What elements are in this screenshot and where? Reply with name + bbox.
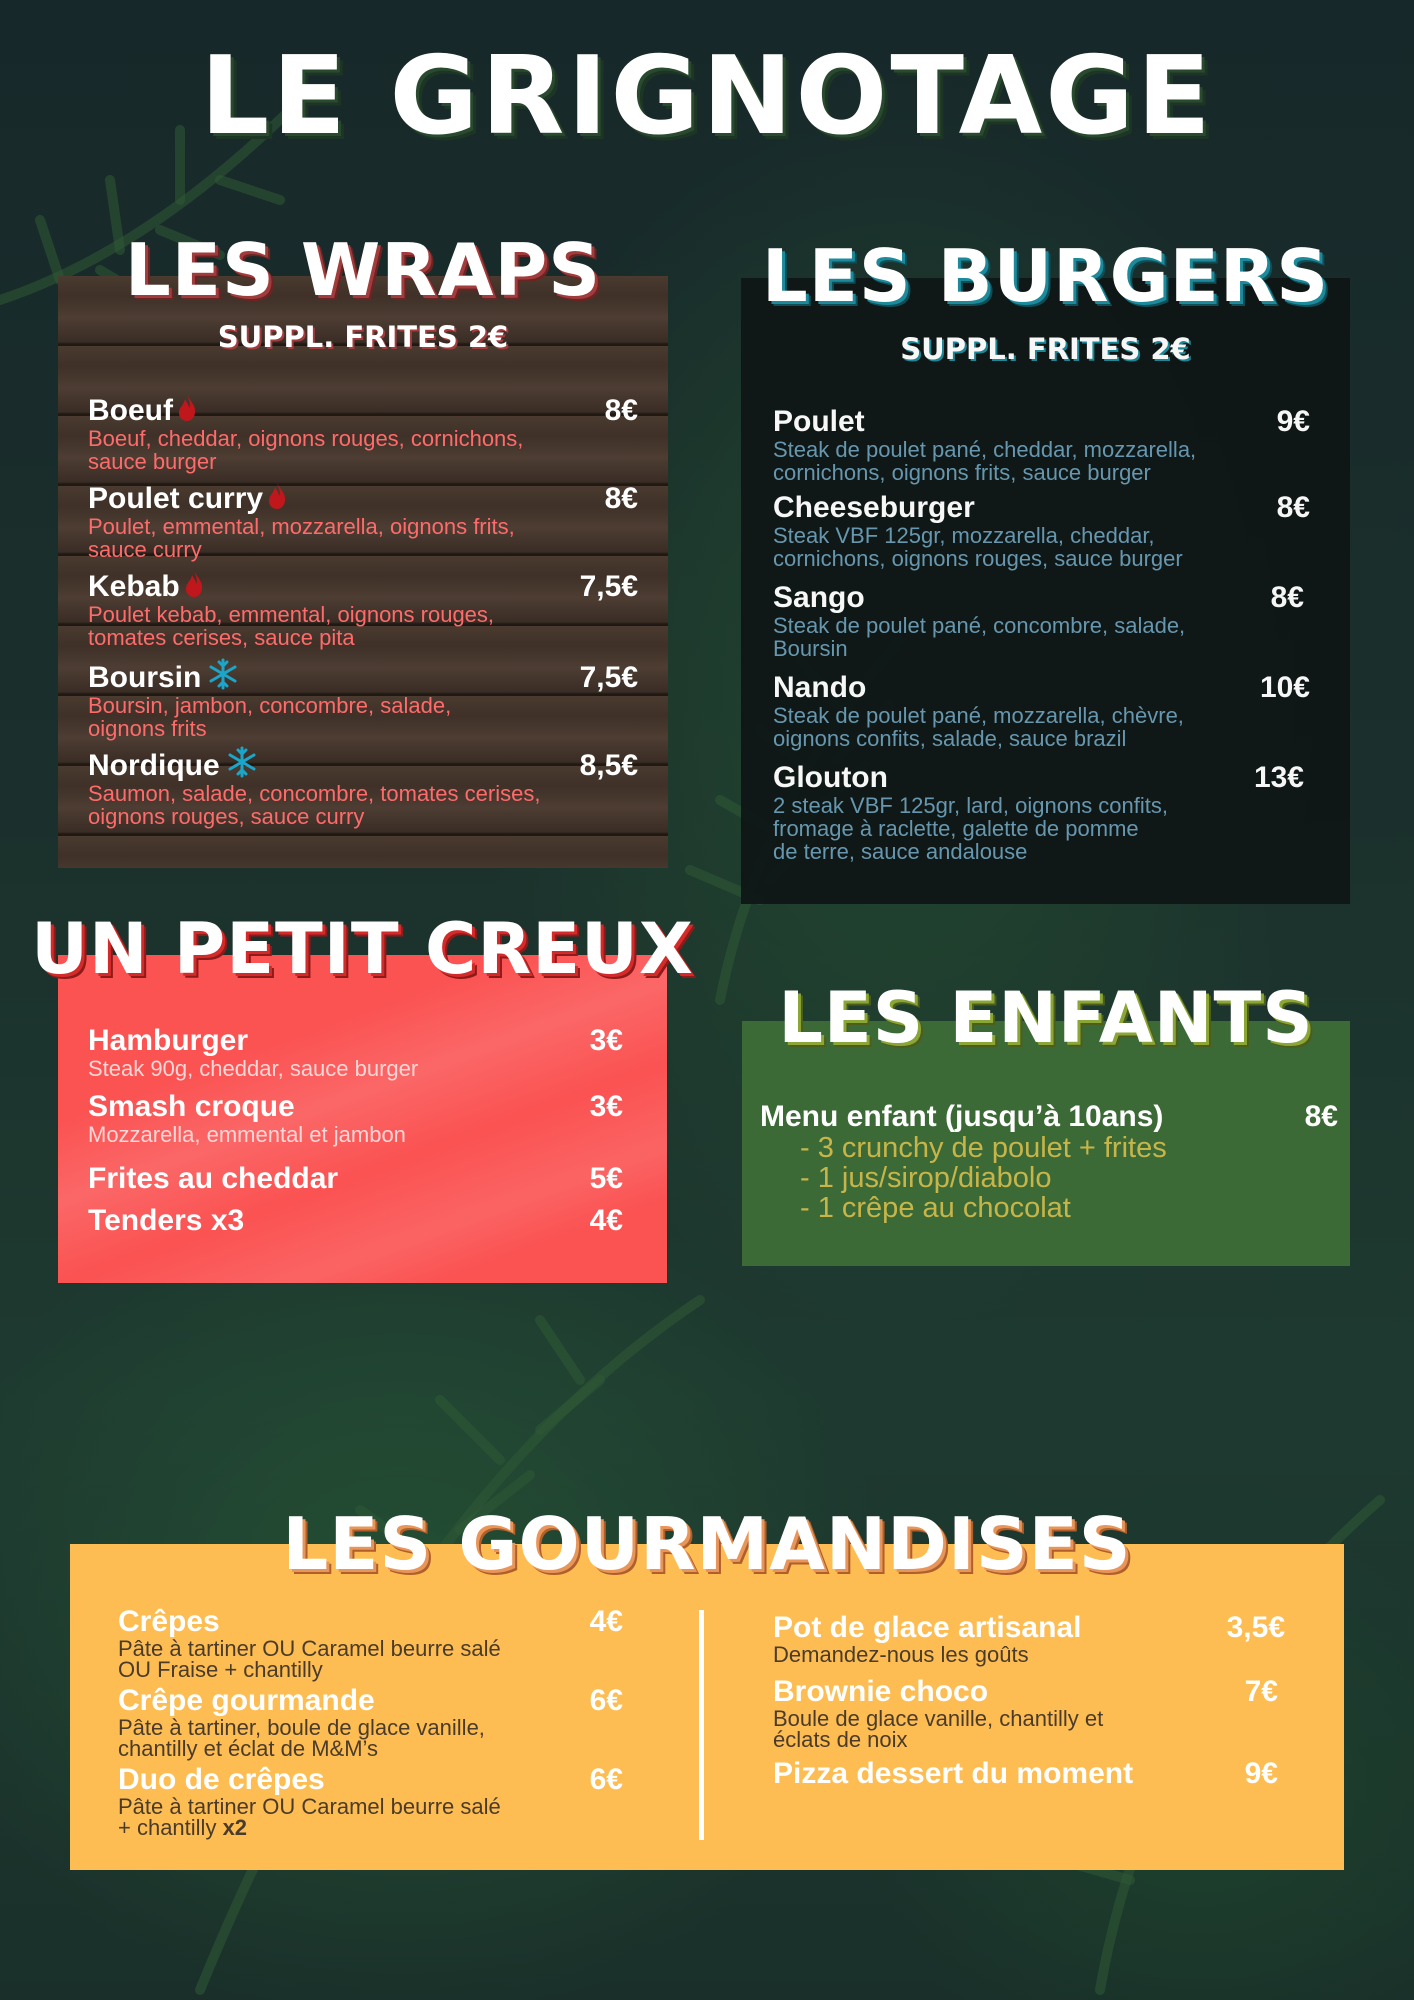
dessert-item-crepes: [118, 1606, 623, 1680]
enfants-menu-line: - 3 crunchy de poulet + frites: [800, 1132, 1167, 1164]
item-name: Duo de crêpes: [118, 1763, 325, 1796]
item-description-line: Poulet, emmental, mozzarella, oignons frits,: [88, 514, 515, 539]
gourmandises-divider: [699, 1610, 704, 1840]
petit-creux-panel: [58, 955, 667, 1283]
wraps-subtitle: SUPPL. FRITES 2€: [217, 320, 509, 354]
item-description-line: de terre, sauce andalouse: [773, 839, 1028, 864]
item-description-line: oignons rouges, sauce curry: [88, 804, 365, 829]
item-description-line: Boursin: [773, 636, 848, 661]
item-price: 3€: [589, 1090, 623, 1123]
item-price: 7,5€: [579, 661, 638, 694]
flame-icon: [184, 570, 204, 602]
burger-item-glouton: [773, 762, 1304, 863]
wrap-item-nordique: [88, 746, 638, 828]
item-description-line: OU Fraise + chantilly: [118, 1657, 323, 1682]
item-description-line: Poulet kebab, emmental, oignons rouges,: [88, 602, 495, 627]
item-price: 3,5€: [1226, 1611, 1285, 1644]
item-description-line: oignons frits: [88, 716, 207, 741]
item-price: 6€: [589, 1763, 623, 1796]
item-description-line: Saumon, salade, concombre, tomates cerises,: [88, 781, 541, 806]
item-description-line: Boursin, jambon, concombre, salade,: [88, 693, 452, 718]
snack-item-smash-croque: [88, 1091, 623, 1146]
item-price: 8€: [1304, 1100, 1338, 1133]
item-price: 5€: [589, 1162, 623, 1195]
wraps-panel: [58, 276, 668, 868]
snack-item-hamburger: [88, 1025, 623, 1080]
item-description-line: 2 steak VBF 125gr, lard, oignons confits,: [773, 793, 1169, 818]
item-description-line: chantilly et éclat de M&M’s: [118, 1736, 379, 1761]
item-price: 7€: [1244, 1675, 1278, 1708]
item-name: Crêpes: [118, 1605, 220, 1638]
item-description-line: [118, 1817, 623, 1838]
item-description-line: sauce burger: [88, 449, 217, 474]
snack-item-frites-cheddar: [88, 1163, 623, 1195]
item-name: Pot de glace artisanal: [773, 1611, 1082, 1644]
item-description-line: Steak de poulet pané, concombre, salade,: [773, 613, 1186, 638]
item-price: 9€: [1244, 1757, 1278, 1790]
dessert-item-crepe-gourmande: [118, 1685, 623, 1759]
wraps-title: LES WRAPS: [124, 228, 602, 312]
dessert-item-brownie: [773, 1676, 1278, 1750]
item-description-line: Steak 90g, cheddar, sauce burger: [88, 1056, 419, 1081]
item-name: Boeuf: [88, 394, 173, 427]
dessert-item-duo-crepes: [118, 1764, 623, 1838]
item-price: 4€: [589, 1605, 623, 1638]
item-description-line: Mozzarella, emmental et jambon: [88, 1122, 406, 1147]
item-price: 3€: [589, 1024, 623, 1057]
item-price: 8€: [1270, 581, 1304, 614]
burger-item-sango: [773, 582, 1304, 660]
snowflake-icon: [207, 658, 239, 694]
item-name: Brownie choco: [773, 1675, 989, 1708]
item-name: Glouton: [773, 761, 888, 794]
wrap-item-poulet-curry: [88, 482, 638, 561]
item-description-line: Pâte à tartiner, boule de glace vanille,: [118, 1715, 485, 1740]
item-description-line: Steak VBF 125gr, mozzarella, cheddar,: [773, 523, 1155, 548]
item-name: Hamburger: [88, 1024, 249, 1057]
item-description-line: cornichons, oignons frits, sauce burger: [773, 460, 1151, 485]
item-name: Nando: [773, 671, 867, 704]
item-name: Smash croque: [88, 1090, 295, 1123]
item-description-bold: x2: [222, 1815, 248, 1840]
item-name: Pizza dessert du moment: [773, 1757, 1134, 1790]
item-description-line: cornichons, oignons rouges, sauce burger: [773, 546, 1183, 571]
wrap-item-kebab: [88, 570, 638, 649]
wrap-item-boeuf: [88, 394, 638, 473]
item-name: Nordique: [88, 749, 220, 782]
burgers-subtitle: SUPPL. FRITES 2€: [900, 332, 1191, 366]
enfants-title: LES ENFANTS: [778, 977, 1314, 1059]
item-description-line: Demandez-nous les goûts: [773, 1642, 1029, 1667]
item-price: 9€: [1276, 405, 1310, 438]
item-description-line: Pâte à tartiner OU Caramel beurre salé: [118, 1636, 501, 1661]
flame-icon: [177, 394, 197, 426]
item-price: 4€: [589, 1204, 623, 1237]
item-price: 13€: [1253, 761, 1304, 794]
item-description-line: Steak de poulet pané, mozzarella, chèvre,: [773, 703, 1184, 728]
enfants-menu-row: [760, 1101, 1338, 1133]
burgers-panel: [741, 278, 1350, 904]
item-description-line: Boeuf, cheddar, oignons rouges, cornichons,: [88, 426, 524, 451]
item-description-line: sauce curry: [88, 537, 202, 562]
item-name: Kebab: [88, 570, 180, 603]
item-name: Poulet curry: [88, 482, 264, 515]
item-price: 8€: [1276, 491, 1310, 524]
item-price: 6€: [589, 1684, 623, 1717]
item-name: Tenders x3: [88, 1204, 245, 1237]
item-description-line: Pâte à tartiner OU Caramel beurre salé: [118, 1794, 501, 1819]
item-name: Boursin: [88, 661, 202, 694]
item-description-text: + chantilly: [118, 1815, 223, 1840]
page-title: LE GRIGNOTAGE: [200, 34, 1214, 159]
item-price: 8€: [604, 482, 638, 515]
snowflake-icon: [226, 746, 258, 782]
item-price: 7,5€: [579, 570, 638, 603]
enfants-menu-line: - 1 crêpe au chocolat: [800, 1192, 1071, 1224]
item-description-line: Boule de glace vanille, chantilly et: [773, 1706, 1104, 1731]
item-name: Sango: [773, 581, 865, 614]
petit-creux-title: UN PETIT CREUX: [31, 908, 694, 990]
dessert-item-pot-glace: [773, 1612, 1285, 1665]
item-description-line: tomates cerises, sauce pita: [88, 625, 355, 650]
burger-item-nando: [773, 672, 1310, 750]
item-name: Menu enfant (jusqu’à 10ans): [760, 1100, 1164, 1133]
flame-icon: [267, 482, 287, 514]
burger-item-cheeseburger: [773, 492, 1310, 570]
gourmandises-panel: [70, 1544, 1344, 1870]
dessert-item-pizza: [773, 1758, 1278, 1790]
item-price: 10€: [1259, 671, 1310, 704]
gourmandises-title: LES GOURMANDISES: [282, 1502, 1132, 1586]
item-name: Frites au cheddar: [88, 1162, 339, 1195]
burgers-title: LES BURGERS: [761, 234, 1330, 318]
item-name: Crêpe gourmande: [118, 1684, 375, 1717]
wrap-item-boursin: [88, 658, 638, 740]
enfants-menu-line: - 1 jus/sirop/diabolo: [800, 1162, 1052, 1194]
item-description-line: fromage à raclette, galette de pomme: [773, 816, 1139, 841]
item-description-line: oignons confits, salade, sauce brazil: [773, 726, 1127, 751]
item-price: 8€: [604, 394, 638, 427]
item-price: 8,5€: [579, 749, 638, 782]
item-name: Cheeseburger: [773, 491, 975, 524]
item-description-line: Steak de poulet pané, cheddar, mozzarella,: [773, 437, 1197, 462]
item-name: Poulet: [773, 405, 865, 438]
item-description-line: éclats de noix: [773, 1727, 908, 1752]
snack-item-tenders: [88, 1205, 623, 1237]
burger-item-poulet: [773, 406, 1310, 484]
